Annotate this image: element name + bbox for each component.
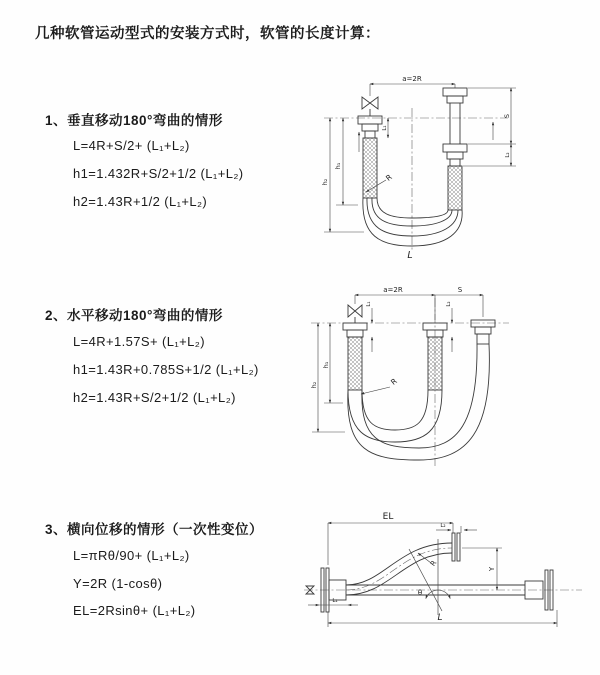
left-fitting bbox=[358, 116, 382, 138]
diagram-1-svg bbox=[300, 70, 560, 262]
section-3-formula-l: L=πRθ/90+ (L₁+L₂) bbox=[73, 548, 190, 563]
dim-label-a2r: a=2R bbox=[383, 286, 403, 294]
dim-label-l2: L₂ bbox=[446, 301, 452, 307]
dim-label-s: S bbox=[503, 113, 511, 119]
diagram-2-svg bbox=[303, 280, 595, 470]
section-3-formula-el: EL=2Rsinθ+ (L₁+L₂) bbox=[73, 603, 196, 618]
dim-label-h1: h₁ bbox=[334, 162, 342, 170]
s-curve-hose bbox=[346, 543, 452, 595]
right-hose-braid bbox=[448, 166, 462, 210]
section-1-formula-h1: h1=1.432R+S/2+1/2 (L₁+L₂) bbox=[73, 166, 244, 181]
dim-label-h1: h₁ bbox=[322, 361, 330, 369]
dim-label-r: R bbox=[428, 559, 439, 568]
dim-label-a2r: a=2R bbox=[402, 75, 422, 83]
dim-label-h2: h₂ bbox=[321, 178, 329, 186]
dim-label-l: L bbox=[407, 250, 413, 261]
section-3-heading: 3、横向位移的情形（一次性变位） bbox=[45, 522, 264, 537]
diagram-3-svg bbox=[300, 503, 600, 655]
dim-label-l2: L₂ bbox=[505, 152, 511, 158]
right-fitting bbox=[443, 88, 467, 166]
dim-label-l2: L₂ bbox=[440, 523, 446, 529]
dim-label-r: R bbox=[384, 172, 394, 183]
section-1-heading: 1、垂直移动180°弯曲的情形 bbox=[45, 113, 223, 128]
section-3-formula-y: Y=2R (1-cosθ) bbox=[73, 576, 163, 591]
diagram-horizontal-180-bend bbox=[303, 280, 595, 470]
diagram-vertical-180-bend bbox=[300, 70, 560, 262]
left-hose-braid bbox=[363, 138, 377, 198]
section-2-formula-l: L=4R+1.57S+ (L₁+L₂) bbox=[73, 334, 205, 349]
dim-label-l1: L₁ bbox=[332, 598, 338, 604]
section-2-formula-h1: h1=1.43R+0.785S+1/2 (L₁+L₂) bbox=[73, 362, 259, 377]
dim-label-el: EL bbox=[382, 512, 394, 522]
section-1-formula-l: L=4R+S/2+ (L₁+L₂) bbox=[73, 138, 190, 153]
dim-label-r: R bbox=[389, 376, 399, 387]
diagram-lateral-displacement bbox=[300, 503, 600, 655]
u-bend-hose bbox=[363, 198, 462, 246]
left-fitting bbox=[343, 323, 367, 337]
section-1-formula-h2: h2=1.43R+1/2 (L₁+L₂) bbox=[73, 194, 208, 209]
valve-icon bbox=[362, 97, 378, 116]
dim-label-l1: L₁ bbox=[382, 125, 388, 131]
dim-label-s: S bbox=[457, 286, 463, 294]
valve-icon bbox=[348, 305, 362, 323]
left-hose-braid bbox=[348, 337, 362, 390]
dim-label-y: Y bbox=[488, 566, 496, 572]
right-fitting bbox=[471, 320, 495, 344]
page-title: 几种软管运动型式的安装方式时，软管的长度计算： bbox=[35, 26, 380, 42]
middle-hose-braid bbox=[428, 337, 442, 390]
angle-label-theta: θ bbox=[417, 589, 423, 597]
section-2-heading: 2、水平移动180°弯曲的情形 bbox=[45, 308, 223, 323]
section-2-formula-h2: h2=1.43R+S/2+1/2 (L₁+L₂) bbox=[73, 390, 236, 405]
u-bend-hose bbox=[348, 344, 490, 460]
dim-label-l: L bbox=[437, 613, 443, 623]
dim-label-l1: L₁ bbox=[366, 301, 372, 307]
dim-label-h2: h₂ bbox=[310, 381, 318, 389]
upper-flange bbox=[452, 533, 460, 561]
